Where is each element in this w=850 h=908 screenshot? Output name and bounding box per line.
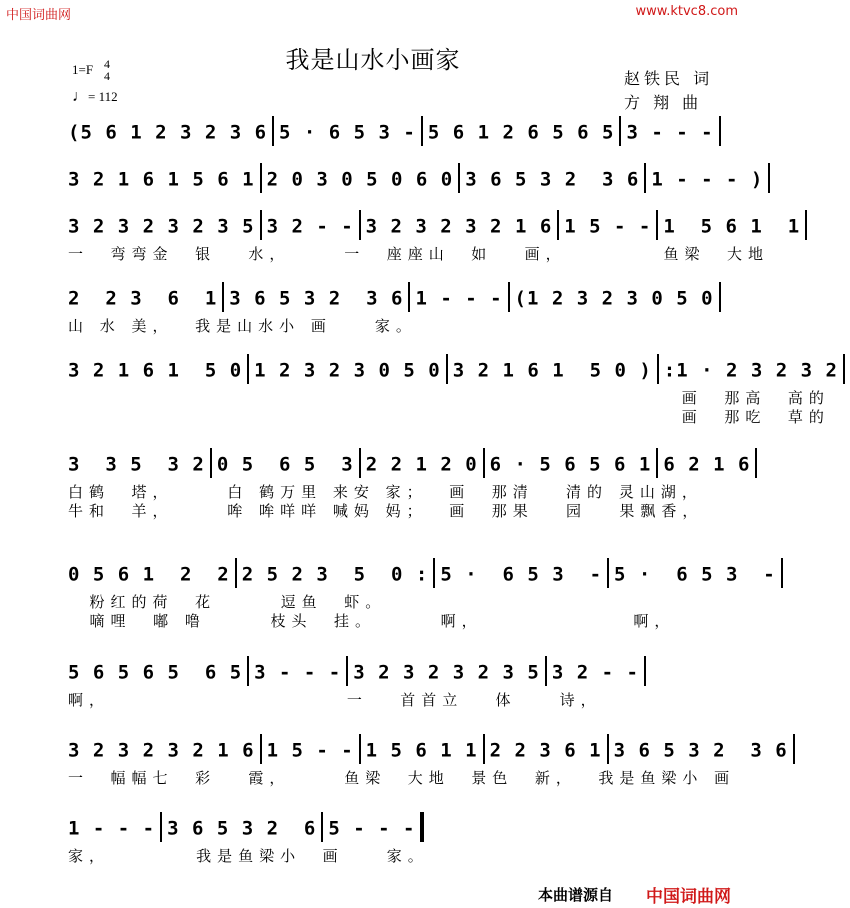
notation-line xyxy=(68,356,838,382)
bar-line xyxy=(235,558,237,588)
bar-line xyxy=(644,163,646,193)
lyric-line: 山 水 美， 我是山水小 画 家。 xyxy=(68,317,417,335)
measure: 3 6 5 3 2 3 6 xyxy=(613,739,788,762)
bar-line xyxy=(433,558,435,588)
score-row xyxy=(68,814,708,866)
bar-line xyxy=(359,734,361,764)
lyric-line: 画 那吃 草的 xyxy=(68,408,830,426)
bar-line xyxy=(644,656,646,686)
bar-line xyxy=(222,282,224,312)
lyric-line: 嘀哩 嘟 噜 枝头 挂。 啊， 啊， xyxy=(68,612,676,630)
notation-line xyxy=(68,284,714,310)
bar-line xyxy=(545,656,547,686)
lyric-line: 一 弯弯金 银 水， 一 座座山 如 画， 鱼梁 大地 xyxy=(68,245,770,263)
bar-line xyxy=(408,282,410,312)
lyric-line: 家， 我是鱼梁小 画 家。 xyxy=(68,847,429,865)
score-row xyxy=(68,118,714,144)
measure: 1 5 6 1 1 xyxy=(365,739,478,762)
score-row xyxy=(68,212,801,264)
lyric-line: 画 那高 高的 xyxy=(68,389,830,407)
bar-line xyxy=(483,734,485,764)
measure: 2 5 2 3 5 0 : xyxy=(241,563,429,586)
measure: 3 2 3 2 3 2 1 6 xyxy=(68,739,255,762)
measure: 2 2 1 2 0 xyxy=(365,453,478,476)
bar-line xyxy=(793,734,795,764)
time-sig-top: 4 xyxy=(104,57,110,71)
measure: 5 6 5 6 5 6 5 xyxy=(68,661,243,684)
measure: 6 2 1 6 xyxy=(663,453,751,476)
bar-line xyxy=(260,163,262,193)
measure: 3 2 1 6 1 5 0 ) xyxy=(452,359,652,382)
notation-line xyxy=(68,814,708,840)
watermark-right: www.ktvc8.com xyxy=(635,4,738,19)
measure: 0 5 6 1 2 2 xyxy=(68,563,230,586)
measure: 2 2 3 6 1 xyxy=(68,287,218,310)
bar-line xyxy=(247,354,249,384)
bar-line xyxy=(321,812,323,842)
bar-line xyxy=(719,116,721,146)
bar-line xyxy=(160,812,162,842)
bar-line xyxy=(446,354,448,384)
measure: 6 · 5 6 5 6 1 xyxy=(489,453,652,476)
composer-credit: 方 翔 曲 xyxy=(624,93,703,112)
bar-line xyxy=(260,210,262,240)
key-signature: 1=F xyxy=(72,62,94,77)
bar-line xyxy=(260,734,262,764)
lyric-line: 一 幅幅七 彩 霞， 鱼梁 大地 景色 新， 我是鱼梁小 画 xyxy=(68,769,736,787)
measure: 3 6 5 3 2 6 xyxy=(167,817,317,840)
bar-line xyxy=(458,163,460,193)
bar-line xyxy=(359,210,361,240)
measure: 3 2 3 2 3 2 1 6 xyxy=(365,215,553,238)
measure: 3 2 - - xyxy=(266,215,354,238)
measure: (5 6 1 2 3 2 3 6 xyxy=(68,121,268,144)
notation-line xyxy=(68,165,764,191)
lyricist-credit: 赵铁民 词 xyxy=(624,69,714,88)
tempo-marking xyxy=(72,88,118,106)
score-row xyxy=(68,284,714,336)
notation-line xyxy=(68,450,751,476)
bar-line xyxy=(656,210,658,240)
bar-line xyxy=(607,558,609,588)
bar-line xyxy=(420,812,424,842)
measure: 3 2 - - xyxy=(551,661,639,684)
measure: 1 - - - ) xyxy=(651,168,764,191)
measure: 3 - - - xyxy=(626,121,714,144)
time-sig-bottom: 4 xyxy=(104,69,110,83)
bar-line xyxy=(657,354,659,384)
measure: 1 2 3 2 3 0 5 0 xyxy=(254,359,441,382)
bar-line xyxy=(619,116,621,146)
notation-line xyxy=(68,560,776,586)
bar-line xyxy=(247,656,249,686)
measure: 3 2 1 6 1 5 0 xyxy=(68,359,243,382)
measure: 2 0 3 0 5 0 6 0 xyxy=(266,168,454,191)
notation-line xyxy=(68,212,801,238)
bar-line xyxy=(719,282,721,312)
bar-line xyxy=(755,448,757,478)
measure: 3 2 1 6 1 5 6 1 xyxy=(68,168,255,191)
measure: 2 2 3 6 1 xyxy=(489,739,602,762)
bar-line xyxy=(272,116,274,146)
measure: 5 · 6 5 3 - xyxy=(279,121,416,144)
score-row xyxy=(68,356,838,426)
bar-line xyxy=(607,734,609,764)
measure: 1 5 - - xyxy=(564,215,652,238)
time-signature xyxy=(104,58,110,82)
score-row xyxy=(68,450,751,520)
lyric-line: 啊， 一 首首立 体 诗， xyxy=(68,691,602,709)
measure: (1 2 3 2 3 0 5 0 xyxy=(514,287,714,310)
lyric-line: 粉红的荷 花 逗鱼 虾。 xyxy=(68,593,387,611)
measure: 3 3 5 3 2 xyxy=(68,453,205,476)
lyric-line: 白鹤 塔， 白 鹤万里 来安 家； 画 那清 清的 灵山湖， xyxy=(68,483,703,501)
tempo-value: = 112 xyxy=(88,89,118,104)
measure: 3 6 5 3 2 3 6 xyxy=(229,287,404,310)
measure: 3 6 5 3 2 3 6 xyxy=(465,168,640,191)
measure: 1 - - - xyxy=(68,817,156,840)
bar-line xyxy=(346,656,348,686)
bar-line xyxy=(781,558,783,588)
bar-line xyxy=(483,448,485,478)
measure: :1 · 2 3 2 3 2 xyxy=(663,359,838,382)
measure: 5 - - - xyxy=(328,817,416,840)
bar-line xyxy=(210,448,212,478)
measure: 1 - - - xyxy=(415,287,503,310)
measure: 3 - - - xyxy=(254,661,342,684)
measure: 5 · 6 5 3 - xyxy=(440,563,603,586)
bar-line xyxy=(843,354,845,384)
watermark-left: 中国词曲网 xyxy=(6,8,72,23)
measure: 1 5 - - xyxy=(266,739,354,762)
score-row xyxy=(68,658,708,710)
bar-line xyxy=(768,163,770,193)
footer-source: 本曲谱源自 xyxy=(538,886,614,904)
score-row xyxy=(68,736,788,788)
measure: 0 5 6 5 3 xyxy=(216,453,354,476)
notation-line xyxy=(68,736,788,762)
bar-line xyxy=(421,116,423,146)
lyric-line: 牛和 羊， 哞 哞咩咩 喊妈 妈； 画 那果 园 果飘香， xyxy=(68,502,704,520)
bar-line xyxy=(805,210,807,240)
measure: 5 · 6 5 3 - xyxy=(614,563,776,586)
measure: 5 6 1 2 6 5 6 5 xyxy=(427,121,615,144)
song-title: 我是山水小画家 xyxy=(285,46,461,74)
notation-line xyxy=(68,118,714,144)
measure: 3 2 3 2 3 2 3 5 xyxy=(353,661,540,684)
score-row xyxy=(68,560,776,630)
bar-line xyxy=(359,448,361,478)
quarter-note-icon: ♩ xyxy=(72,88,88,105)
score-row xyxy=(68,165,764,191)
bar-line xyxy=(656,448,658,478)
footer-site: 中国词曲网 xyxy=(646,887,731,907)
bar-line xyxy=(557,210,559,240)
notation-line xyxy=(68,658,708,684)
measure: 3 2 3 2 3 2 3 5 xyxy=(68,215,255,238)
bar-line xyxy=(508,282,510,312)
measure: 1 5 6 1 1 xyxy=(663,215,801,238)
